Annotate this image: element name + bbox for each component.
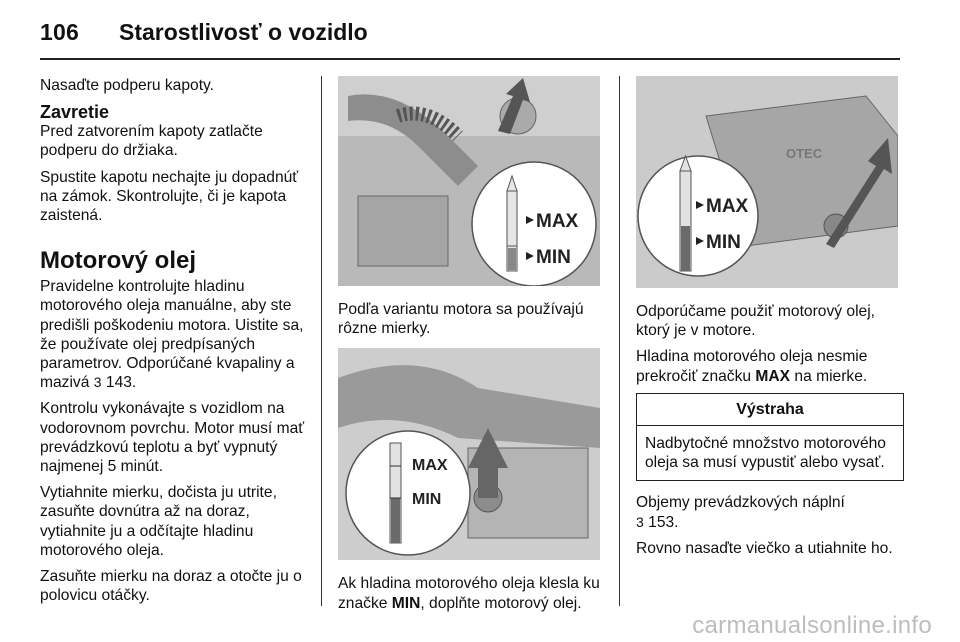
dipstick-figure-1 xyxy=(338,76,600,286)
max-mark-text: MAX xyxy=(755,367,791,385)
paragraph-text: , doplňte motorový olej. xyxy=(420,594,582,612)
paragraph: Rovno nasaďte viečko a utiahnite ho. xyxy=(636,539,893,557)
max-label: MAX xyxy=(706,196,749,217)
warning-box xyxy=(636,393,904,482)
max-label: MAX xyxy=(412,457,448,475)
paragraph xyxy=(636,347,904,385)
paragraph xyxy=(636,493,904,531)
paragraph xyxy=(40,277,310,392)
paragraph-text: Objemy prevádzkových náplní xyxy=(636,494,845,512)
paragraph-text: Pravidelne kontrolujte hladinu motorového oleja manuálne, aby ste predišli poškodeniu motora. Uistite sa, že používate olej predpísaných parametrov. Odporúčané kvapaliny a mazivá xyxy=(40,278,304,392)
max-label: MAX xyxy=(536,211,579,232)
paragraph-text: Hladina motorového oleja nesmie prekročiť značku xyxy=(636,348,868,385)
oil-heading: Motorový olej xyxy=(40,247,197,275)
paragraph: Spustite kapotu nechajte ju dopadnúť na zámok. Skontrolujte, či je kapota zaistená. xyxy=(40,168,299,225)
reference-icon: 3 xyxy=(93,374,102,391)
page-reference[interactable]: 143. xyxy=(105,374,137,392)
column-3 xyxy=(636,76,904,565)
header-rule xyxy=(40,58,900,60)
column-1 xyxy=(40,76,310,612)
paragraph: Vytiahnite mierku, dočista ju utrite, zasuňte dovnútra až na doraz, vytiahnite ju a odčítajte hladinu motorového oleja. xyxy=(40,484,277,559)
min-mark-text: MIN xyxy=(391,594,421,612)
paragraph: Odporúčame použiť motorový olej, ktorý je v motore. xyxy=(636,303,876,340)
reference-icon: 3 xyxy=(636,513,644,530)
watermark: carmanualsonline.info xyxy=(692,612,932,639)
min-label: MIN xyxy=(706,232,741,253)
column-divider xyxy=(321,76,322,606)
section-title: Starostlivosť o vozidlo xyxy=(118,18,368,45)
min-label: MIN xyxy=(412,491,442,509)
paragraph: Pred zatvorením kapoty zatlačte podperu do držiaka. xyxy=(40,123,263,160)
paragraph-text: na mierke. xyxy=(794,367,868,385)
page-number: 106 xyxy=(40,18,79,45)
engine-cover-label: OTEC xyxy=(786,146,823,161)
warning-title: Výstraha xyxy=(637,394,903,426)
paragraph-text: Ak hladina motorového oleja klesla ku značke xyxy=(338,575,600,612)
paragraph xyxy=(338,574,608,612)
page-reference[interactable]: 153. xyxy=(648,513,679,531)
closing-heading: Zavretie xyxy=(40,102,110,123)
page-header xyxy=(40,14,368,50)
column-divider xyxy=(619,76,620,606)
paragraph: Podľa variantu motora sa používajú rôzne mierky. xyxy=(338,301,584,338)
dipstick-figure-3 xyxy=(636,76,898,288)
min-label: MIN xyxy=(536,247,571,268)
paragraph: Kontrolu vykonávajte s vozidlom na vodorovnom povrchu. Motor musí mať prevádzkovú teplotu a byť vypnutý najmenej 5 minút. xyxy=(40,400,305,476)
warning-text: Nadbytočné množstvo motorového oleja sa musí vypustiť alebo vysať. xyxy=(645,435,886,472)
column-2 xyxy=(338,76,608,620)
dipstick-figure-2 xyxy=(338,348,600,560)
paragraph: Nasaďte podperu kapoty. xyxy=(40,77,215,94)
paragraph: Zasuňte mierku na doraz a otočte ju o polovicu otáčky. xyxy=(40,568,302,605)
